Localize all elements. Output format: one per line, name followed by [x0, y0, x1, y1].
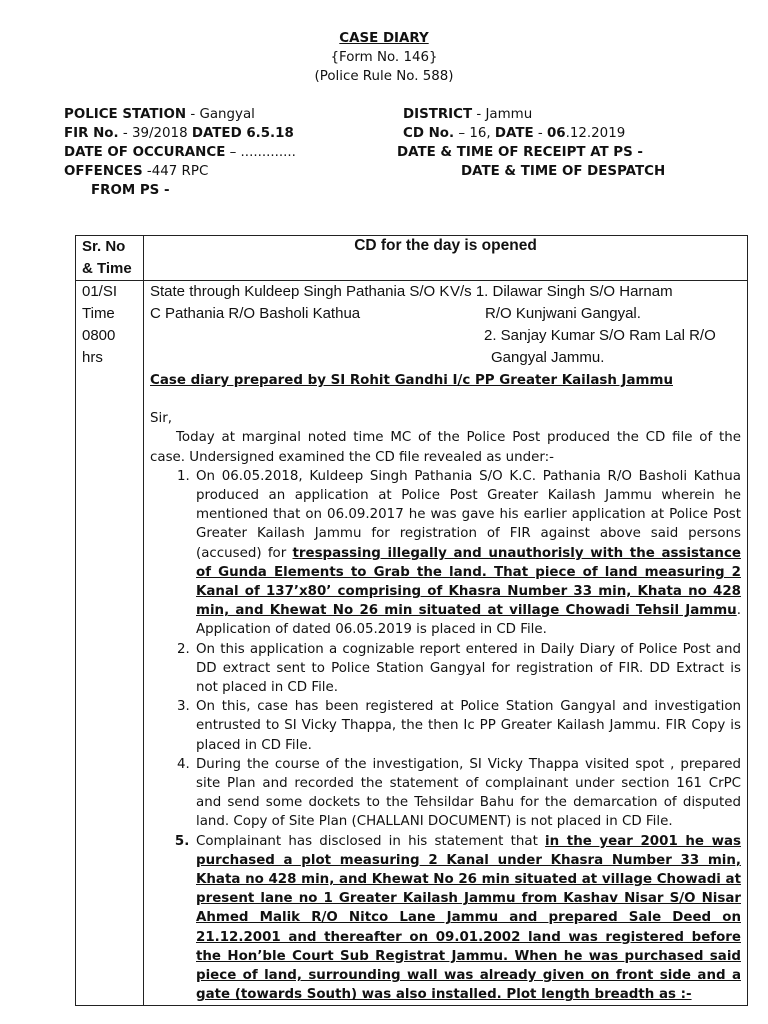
- case-diary-table: [75, 235, 748, 1006]
- fir-line: [64, 124, 294, 143]
- fir-dated: DATED 6.5.18: [191, 126, 294, 141]
- accused-parties: [450, 281, 741, 369]
- cd-date-rest: .12.2019: [565, 126, 626, 141]
- despatch-label: DATE & TIME OF DESPATCH: [461, 164, 666, 179]
- list-item: 4. During the course of the investigation, SI Vicky Thappa visited spot , prepared site Plan and recorded the statement of complainant under section 161 CrPC and send some dockets to the Tehsildar Bahu for the demarcation of disputed land. Copy of Site Plan (CHALLANI DOCUMENT) is not placed in CD File.: [194, 755, 741, 832]
- table-row: [76, 281, 748, 1006]
- despatch-line: [461, 162, 665, 181]
- occurance-label: DATE OF OCCURANCE: [64, 145, 226, 160]
- police-rule-number: (Police Rule No. 588): [314, 69, 454, 85]
- accused-1-address: R/O Kunjwani Gangyal.: [485, 305, 641, 322]
- occurance-line: [64, 143, 296, 162]
- form-number: {Form No. 146}: [330, 50, 438, 66]
- sr-time-cell: 01/SI Time 0800 hrs: [76, 281, 144, 1006]
- accused-2: 2. Sanjay Kumar S/O Ram Lal R/O: [484, 327, 716, 344]
- intro-paragraph: Today at marginal noted time MC of the Police Post produced the CD file of the case. Undersigned examined the CD file revealed as under:-: [150, 430, 741, 465]
- district-value: - Jammu: [472, 107, 533, 122]
- cd-date-day: 06: [546, 126, 566, 141]
- cd-opened-header: CD for the day is opened: [144, 236, 748, 281]
- findings-list: [150, 467, 741, 1005]
- list-item: 1. On 06.05.2018, Kuldeep Singh Pathania S/O K.C. Pathania R/O Basholi Kathua produced an application at Police Post Greater Kailash Jammu wherein he mentioned that on 06.09.2017 he was gave his earlier application at Police Post Greater Kailash Jammu for registration of FIR against above said persons (accused) for trespassing illegally and unauthorisly with the assistance of Gunda Elements to Grab the land. That piece of land measuring 2 Kanal of 137’x80’ comprising of Khasra Number 33 min, Khata no 428 min, and Khewat No 26 min situated at village Chowadi Tehsil Jammu. Application of dated 06.05.2019 is placed in CD File.: [194, 467, 741, 640]
- occurance-value: – .............: [225, 145, 296, 160]
- district-label: DISTRICT: [403, 107, 473, 122]
- from-ps-line: [91, 181, 170, 200]
- receipt-label: DATE & TIME OF RECEIPT AT PS -: [397, 145, 643, 160]
- prepared-by: Case diary prepared by SI Rohit Gandhi I/c PP Greater Kailash Jammu: [150, 373, 673, 388]
- table-header-row: [76, 236, 748, 281]
- cd-date-sep: -: [533, 126, 547, 141]
- fir-value: - 39/2018: [118, 126, 192, 141]
- list-item: 3. On this, case has been registered at Police Station Gangyal and investigation entrusted to SI Vicky Thappa, the then Ic PP Greater Kailash Jammu. FIR Copy is placed in CD File.: [194, 697, 741, 755]
- accused-1: V/s 1. Dilawar Singh S/O Harnam: [450, 283, 673, 300]
- fir-label: FIR No.: [64, 126, 119, 141]
- cd-date-label: DATE: [494, 126, 534, 141]
- complainant-party: State through Kuldeep Singh Pathania S/O K C Pathania R/O Basholi Kathua: [150, 283, 450, 322]
- offences-label: OFFENCES: [64, 164, 143, 179]
- spacer: [150, 390, 741, 409]
- offences-line: [64, 162, 208, 181]
- district-line: [403, 105, 532, 124]
- document-header: [0, 29, 768, 87]
- cd-label: CD No.: [403, 126, 455, 141]
- cd-value: – 16,: [454, 126, 495, 141]
- police-station-label: POLICE STATION: [64, 107, 187, 122]
- list-item: 2. On this application a cognizable report entered in Daily Diary of Police Post and DD extract sent to Police Station Gangyal for registration of FIR. DD Extract is not placed in CD File.: [194, 640, 741, 698]
- case-parties: [150, 281, 741, 369]
- sr-time-header: Sr. No & Time: [76, 236, 144, 281]
- police-station-line: [64, 105, 255, 124]
- diary-entry-cell: [144, 281, 748, 1006]
- salutation: Sir,: [150, 411, 172, 427]
- from-ps-label: FROM PS -: [91, 183, 170, 198]
- list-item: 5. Complainant has disclosed in his statement that in the year 2001 he was purchased a plot measuring 2 Kanal under Khasra Number 33 min, Khata no 428 min, and Khewat No 26 min situated at village Chowadi at present lane no 1 Greater Kailash Jammu from Kashav Nisar S/O Nisar Ahmed Malik R/O Nitco Lane Jammu and prepared Sale Deed on 21.12.2001 and thereafter on 09.01.2002 land was registered before the Hon’ble Court Sub Registrat Jammu. When he was purchased said piece of land, surrounding wall was already given on front side and a gate (towards South) was also installed. Plot length breadth as :-: [194, 832, 741, 1005]
- police-station-value: - Gangyal: [186, 107, 255, 122]
- offences-value: -447 RPC: [142, 164, 209, 179]
- accused-2-address: Gangyal Jammu.: [491, 349, 605, 366]
- cd-line: [403, 124, 625, 143]
- receipt-line: [397, 143, 643, 162]
- document-title: CASE DIARY: [339, 31, 429, 46]
